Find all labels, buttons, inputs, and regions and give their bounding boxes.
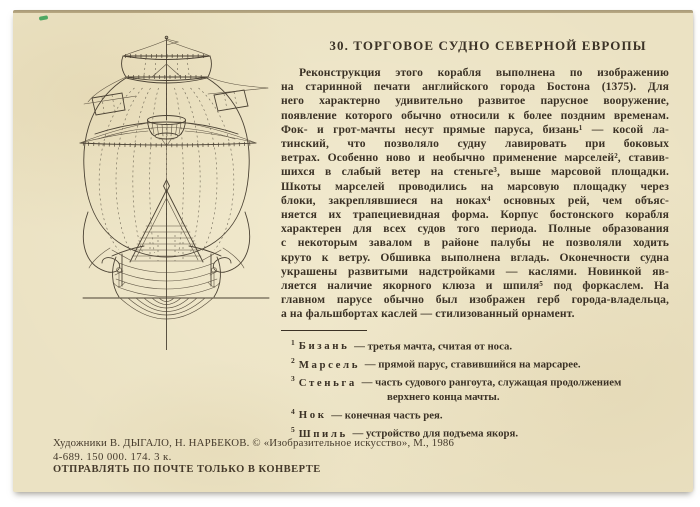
footnote-def: — прямой парус, ставившийся на марсарее. xyxy=(364,358,581,371)
credits-code-line: 4-689. 150 000. 174. 3 к. xyxy=(53,450,172,463)
footnote-term: Стеньга xyxy=(298,377,357,390)
body-line: Шкоты марселей проводились на марсовую площадку через xyxy=(281,179,669,193)
ship-illustration xyxy=(40,30,290,350)
body-line: появление которого обычно относили к более поздним временам. xyxy=(281,108,669,122)
footnote-term: Марсель xyxy=(298,358,361,371)
credits-artists-line: Художники В. ДЫГАЛО, Н. НАРБЕКОВ. © «Изобразительное искусство», М., 1986 xyxy=(53,437,455,449)
footnote xyxy=(291,372,669,404)
hull xyxy=(83,180,269,350)
credits-mailing-line: ОТПРАВЛЯТЬ ПО ПОЧТЕ ТОЛЬКО В КОНВЕРТЕ xyxy=(53,464,321,475)
body-line: характерен для всех судов того периода. Полные образования xyxy=(281,222,669,236)
body-paragraph xyxy=(281,66,669,322)
footnote-number: 1 xyxy=(291,337,295,347)
body-line: тинский, что позволяло судну лавировать при боковых xyxy=(281,137,669,151)
postcard xyxy=(13,10,693,492)
body-line: на старинной печати английского города Бостона (1375). Для xyxy=(281,80,669,94)
body-line: ляется наличие якорного клюза и шпиля⁵ под форкаслем. На xyxy=(281,279,669,293)
body-line: блоки, закреплявшиеся на ноках⁴ основных рей, чем объяс- xyxy=(281,193,669,207)
footnote-def-cont: верхнего конца мачты. xyxy=(387,390,500,403)
footnote-number: 5 xyxy=(291,425,295,435)
body-line: ветрах. Особенно ново и необычно применение марселей², ставив- xyxy=(281,151,669,165)
footnote-number: 2 xyxy=(291,356,295,366)
card-title: 30. ТОРГОВОЕ СУДНО СЕВЕРНОЙ ЕВРОПЫ xyxy=(329,38,647,53)
footnote-def: — третья мачта, считая от носа. xyxy=(354,340,513,353)
body-line: главном парусе обычно был изображен герб города-владельца, xyxy=(281,293,669,307)
footnote xyxy=(291,405,669,423)
body-line: а на фальшбортах каслей — стилизованный орнамент. xyxy=(281,307,575,321)
body-line: шихся в слабый ветер на стеньге³, выше марсовой площадки. xyxy=(281,165,669,179)
card-top-edge xyxy=(13,10,693,13)
footnote xyxy=(291,354,669,372)
body-line: круто к ветру. Обшивка выполнена вгладь. Оконечности судна xyxy=(281,250,669,264)
ship-bow-line-drawing-svg xyxy=(40,30,290,350)
green-ink-mark xyxy=(39,15,49,21)
footnote-term: Бизань xyxy=(298,340,350,353)
body-line: Фок- и грот-мачты несут прямые паруса, бизань¹ — косой ла- xyxy=(281,122,669,136)
text-column xyxy=(281,38,669,441)
footnote-def: — конечная часть рея. xyxy=(331,409,443,422)
footnote xyxy=(291,336,669,354)
body-line: няется их трапециевидная форма. Корпус бостонского корабля xyxy=(281,208,669,222)
credits-block xyxy=(53,437,454,475)
body-line: с некоторым завалом в районе палубы не позволяли ходить xyxy=(281,236,669,250)
footnote-def: — устройство для подъема якоря. xyxy=(352,427,519,440)
footnote-def: — часть судового рангоута, служащая продолжением xyxy=(361,377,622,390)
footnote-term: Шпиль xyxy=(298,427,348,440)
body-line: него характерно удивительно развитое парусное вооружение, xyxy=(281,94,669,108)
footnote-term: Нок xyxy=(298,409,327,422)
footnote-number: 3 xyxy=(291,374,295,384)
footnote-rule xyxy=(281,330,367,331)
footnote-number: 4 xyxy=(291,406,295,416)
footnotes xyxy=(281,336,669,442)
body-line: украшены развитыми надстройками — каслями. Новинкой яв- xyxy=(281,264,669,278)
body-line: Реконструкция этого корабля выполнена по изображению xyxy=(299,66,669,79)
